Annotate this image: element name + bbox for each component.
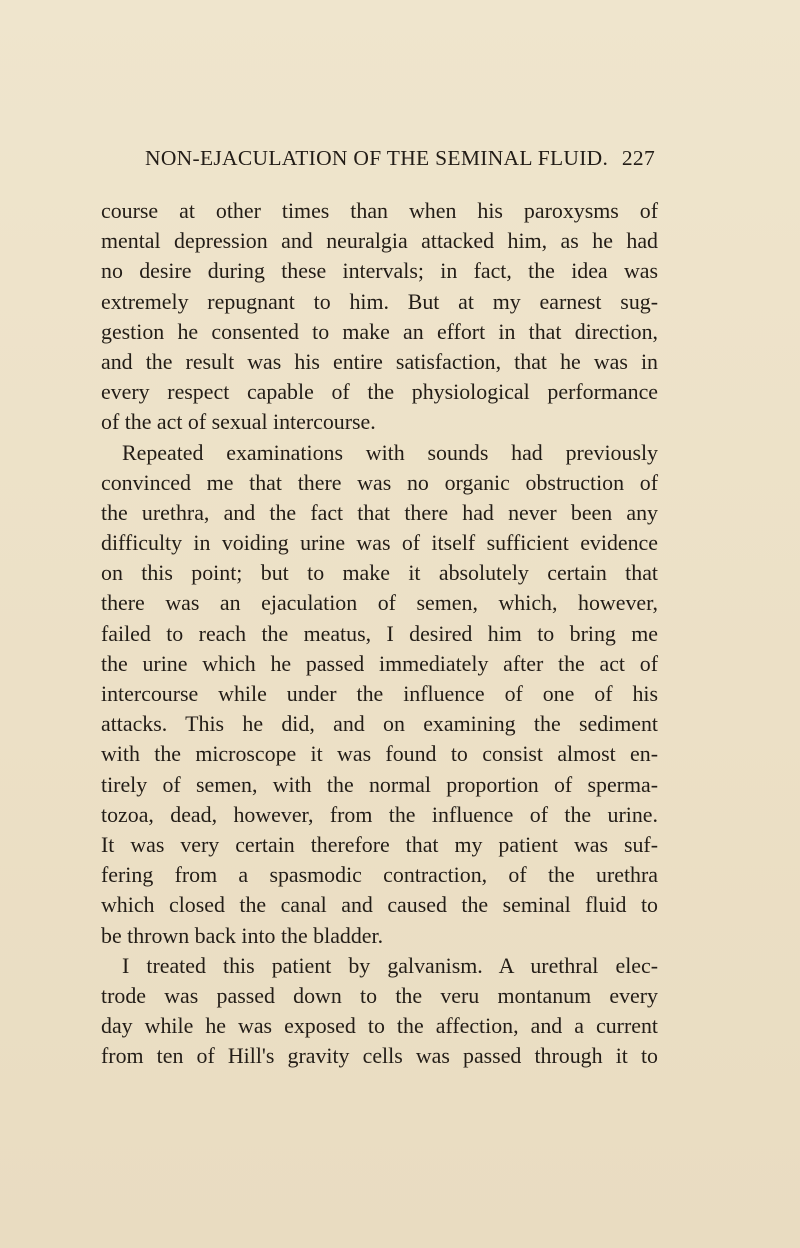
- text-line: I treated this patient by galvanism. A urethral elec-: [122, 952, 658, 978]
- text-line: on this point; but to make it absolutely certain that: [101, 560, 658, 586]
- text-line: and the result was his entire satisfaction, that he was in: [101, 348, 658, 374]
- text-line: day while he was exposed to the affection, and a current: [101, 1013, 658, 1039]
- text-line: extremely repugnant to him. But at my earnest sug-: [101, 288, 658, 314]
- text-line: intercourse while under the influence of one of his: [101, 681, 658, 706]
- page-number: 227: [621, 146, 655, 170]
- text-line: of the act of sexual intercourse.: [101, 409, 376, 435]
- text-line: trode was passed down to the veru montanum every: [101, 982, 658, 1008]
- text-line: no desire during these intervals; in fact, the idea was: [101, 258, 658, 284]
- text-line: be thrown back into the bladder.: [101, 922, 384, 948]
- body-text: [101, 196, 658, 1071]
- text-line: It was very certain therefore that my patient was suf-: [101, 831, 658, 857]
- text-line: mental depression and neuralgia attacked him, as he had: [101, 228, 658, 254]
- text-line: course at other times than when his paroxysms of: [101, 198, 658, 223]
- text-line: fering from a spasmodic contraction, of the urethra: [101, 862, 658, 888]
- text-line: from ten of Hill's gravity cells was passed through it to: [101, 1043, 658, 1069]
- text-line: gestion he consented to make an effort in that direction,: [101, 318, 658, 344]
- text-line: Repeated examinations with sounds had previously: [122, 439, 658, 465]
- text-line: which closed the canal and caused the seminal fluid to: [101, 892, 658, 918]
- text-line: tozoa, dead, however, from the influence of the urine.: [101, 801, 658, 827]
- running-title: NON-EJACULATION OF THE SEMINAL FLUID.: [145, 146, 609, 170]
- page-header: [145, 146, 655, 176]
- text-line: there was an ejaculation of semen, which, however,: [101, 590, 658, 616]
- text-line: attacks. This he did, and on examining the sediment: [101, 711, 658, 737]
- text-line: failed to reach the meatus, I desired him to bring me: [101, 620, 658, 646]
- text-line: convinced me that there was no organic obstruction of: [101, 469, 658, 495]
- text-line: with the microscope it was found to consist almost en-: [101, 741, 658, 767]
- text-line: the urine which he passed immediately after the act of: [101, 650, 658, 676]
- text-line: the urethra, and the fact that there had never been any: [101, 499, 658, 525]
- text-line: difficulty in voiding urine was of itself sufficient evidence: [101, 530, 658, 556]
- text-line: every respect capable of the physiological performance: [101, 379, 658, 405]
- text-line: tirely of semen, with the normal proportion of sperma-: [101, 771, 658, 797]
